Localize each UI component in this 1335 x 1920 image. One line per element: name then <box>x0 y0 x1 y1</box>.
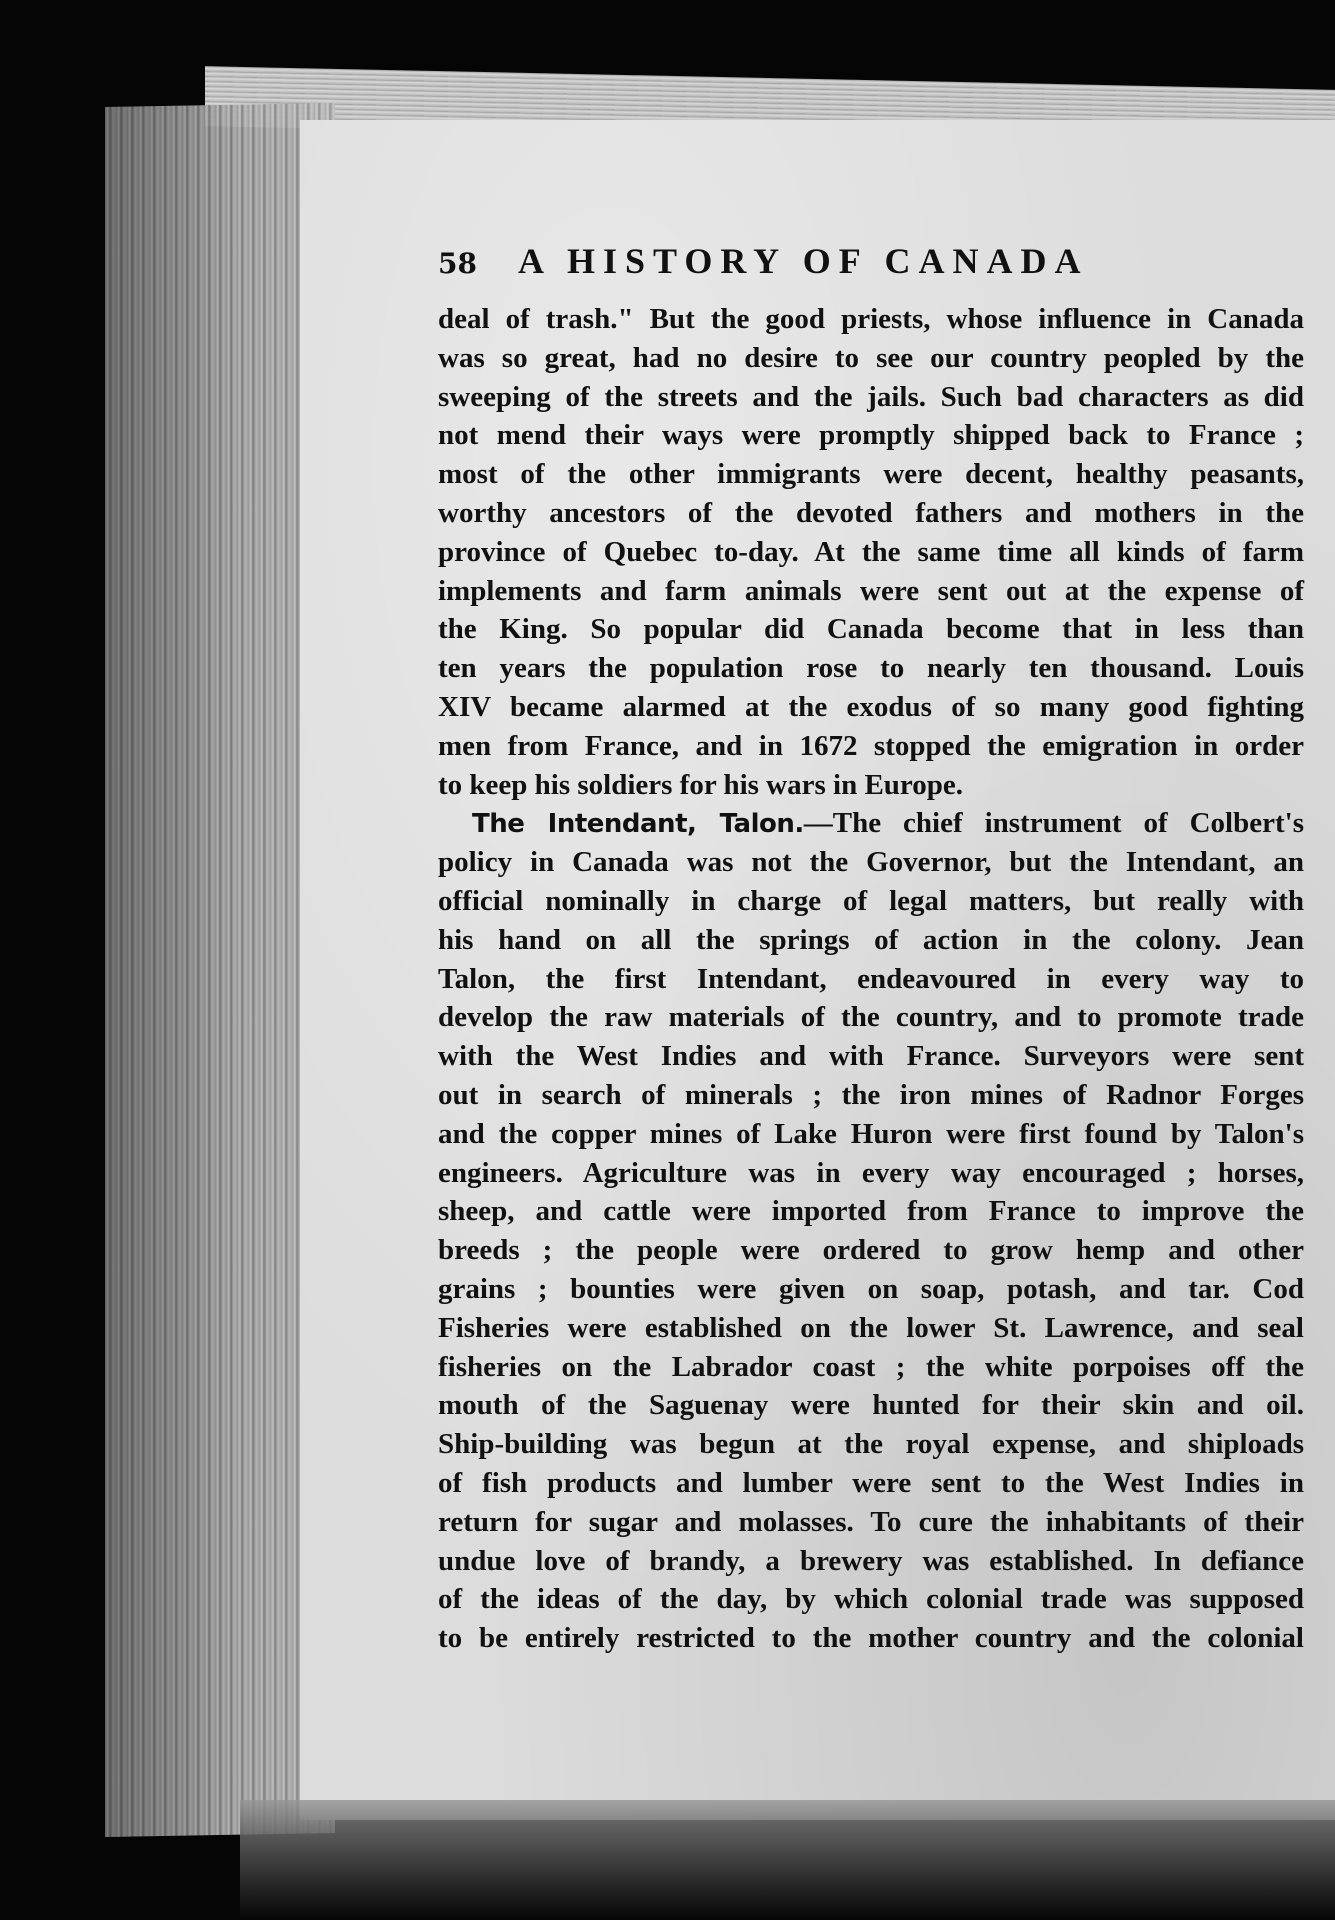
text-line: men from France, and in 1672 stopped the emigration in order <box>438 729 1304 762</box>
page-bottom-shadow <box>240 1800 1335 1920</box>
text-line: Ship-building was begun at the royal expense, and shiploads <box>438 1428 1304 1461</box>
text-line: most of the other immigrants were decent, healthy peasants, <box>438 458 1304 491</box>
text-line: and the copper mines of Lake Huron were first found by Talon's <box>438 1117 1304 1150</box>
text-line: Talon, the first Intendant, endeavoured in every way to <box>438 962 1304 995</box>
text-line: sweeping of the streets and the jails. Such bad characters as did <box>438 380 1304 413</box>
text-line: his hand on all the springs of action in the colony. Jean <box>438 923 1304 956</box>
text-line: of the ideas of the day, by which colonial trade was supposed <box>438 1583 1304 1616</box>
text-line: policy in Canada was not the Governor, but the Intendant, an <box>438 846 1304 879</box>
section-first-line <box>438 804 1304 843</box>
paragraph-immigration <box>438 300 1304 804</box>
text-line: fisheries on the Labrador coast ; the white porpoises off the <box>438 1350 1304 1383</box>
page-number: 58 <box>438 247 477 280</box>
text-line: to be entirely restricted to the mother country and the colonial <box>438 1622 1304 1655</box>
text-line: develop the raw materials of the country, and to promote trade <box>438 1001 1304 1034</box>
text-line: official nominally in charge of legal matters, but really with <box>438 884 1304 917</box>
section-heading: The Intendant, Talon. <box>472 809 804 840</box>
text-line: mouth of the Saguenay were hunted for their skin and oil. <box>438 1389 1304 1422</box>
text-line: implements and farm animals were sent out at the expense of <box>438 574 1304 607</box>
running-title: A HISTORY OF CANADA <box>518 241 1089 281</box>
text-line: engineers. Agriculture was in every way encouraged ; horses, <box>438 1156 1304 1189</box>
text-line: undue love of brandy, a brewery was established. In defiance <box>438 1544 1304 1577</box>
text-line: breeds ; the people were ordered to grow hemp and other <box>438 1234 1304 1267</box>
section-first-line-text: —The chief instrument of Colbert's <box>803 807 1304 840</box>
text-line: grains ; bounties were given on soap, potash, and tar. Cod <box>438 1272 1304 1305</box>
text-line: out in search of minerals ; the iron mines of Radnor Forges <box>438 1078 1304 1111</box>
text-line: province of Quebec to-day. At the same time all kinds of farm <box>438 535 1304 568</box>
text-line: not mend their ways were promptly shipped back to France ; <box>438 419 1304 452</box>
running-head <box>438 240 1304 296</box>
text-line: deal of trash." But the good priests, whose influence in Canada <box>438 303 1304 335</box>
text-line: ten years the population rose to nearly ten thousand. Louis <box>438 652 1304 685</box>
text-line: to keep his soldiers for his wars in Europe. <box>438 768 964 801</box>
text-line: Fisheries were established on the lower St. Lawrence, and seal <box>438 1311 1304 1344</box>
paragraph-intendant-talon <box>438 804 1304 1658</box>
text-line: the King. So popular did Canada become that in less than <box>438 613 1304 646</box>
text-line: sheep, and cattle were imported from France to improve the <box>438 1195 1304 1228</box>
text-line: return for sugar and molasses. To cure the inhabitants of their <box>438 1505 1304 1538</box>
text-line: of fish products and lumber were sent to the West Indies in <box>438 1466 1304 1499</box>
text-line: with the West Indies and with France. Surveyors were sent <box>438 1040 1304 1073</box>
text-line: worthy ancestors of the devoted fathers and mothers in the <box>438 496 1304 529</box>
page-content <box>438 240 1304 1658</box>
text-line: was so great, had no desire to see our country peopled by the <box>438 341 1304 374</box>
text-line: XIV became alarmed at the exodus of so many good fighting <box>438 690 1304 723</box>
